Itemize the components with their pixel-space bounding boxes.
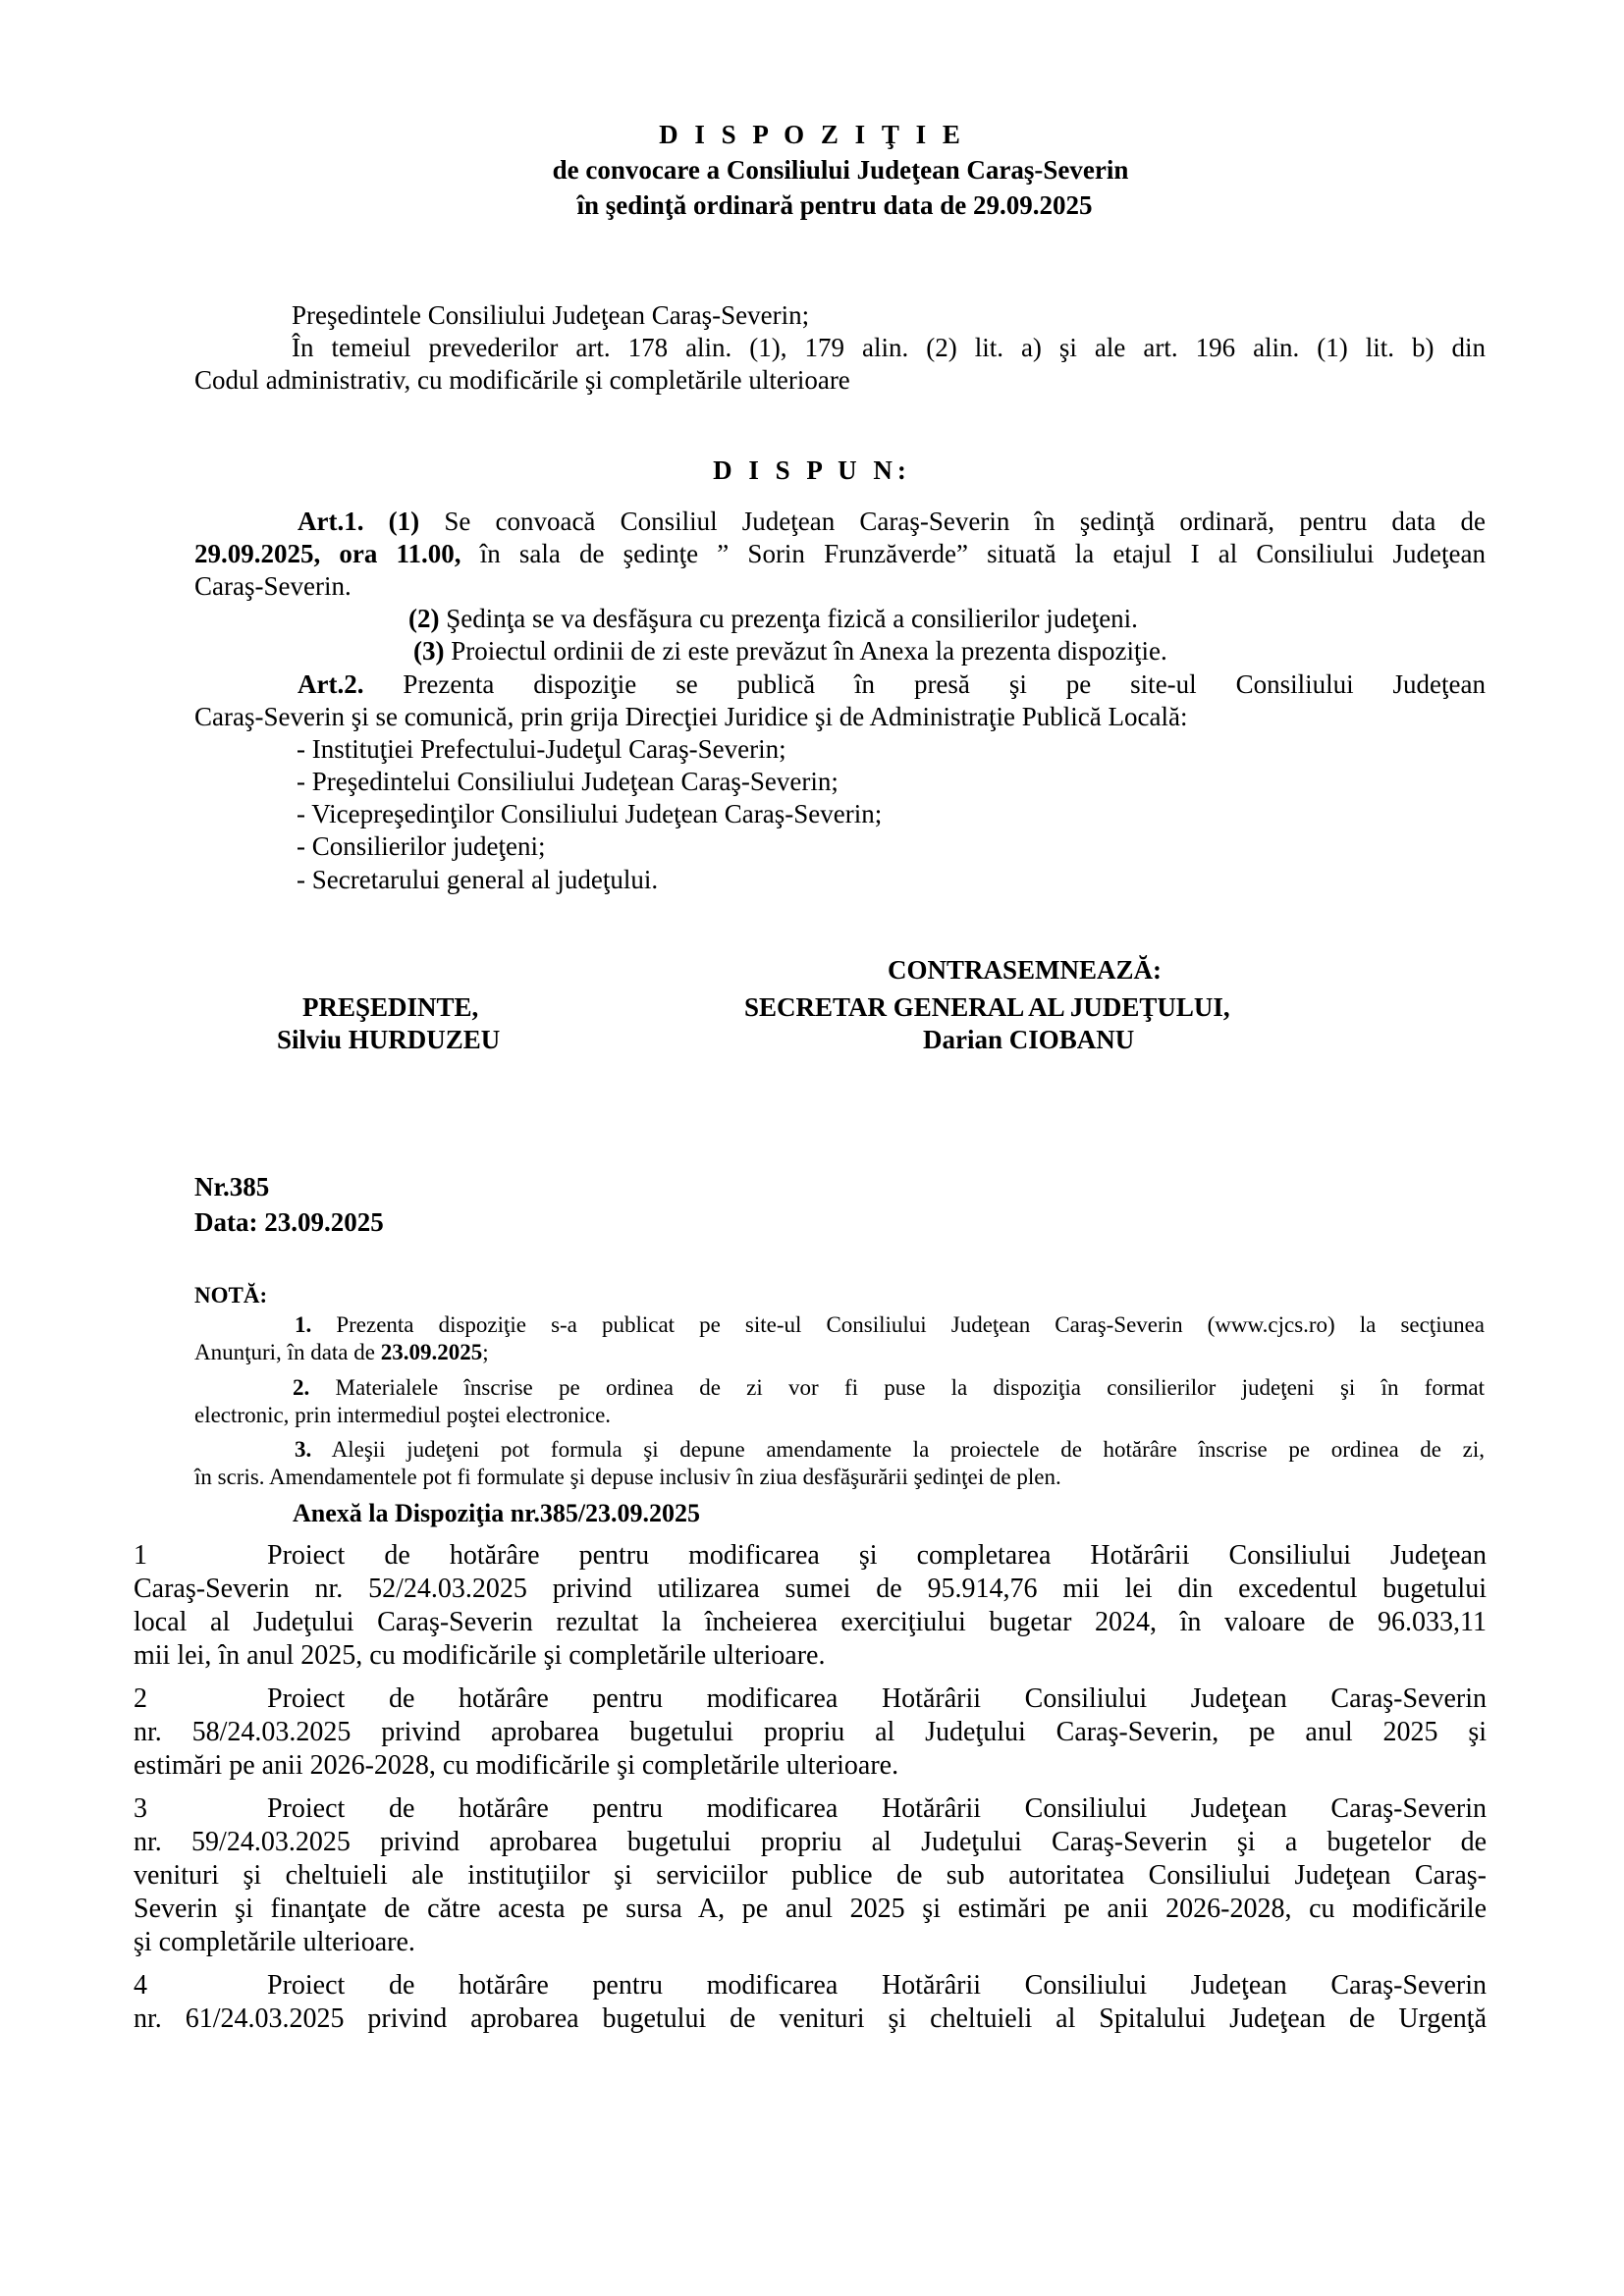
art1-par2-label: (2) bbox=[408, 604, 440, 633]
president-title: PREŞEDINTE, bbox=[302, 992, 479, 1022]
document-date: Data: 23.09.2025 bbox=[194, 1207, 384, 1237]
art1-par3-label: (3) bbox=[413, 636, 445, 666]
recipient-item: - Preşedintelui Consiliului Judeţean Caraş-Severin; bbox=[297, 767, 839, 796]
annex-item-line: nr. 61/24.03.2025 privind aprobarea bugetului de venituri şi cheltuieli al Spitalului Judeţean de Urgenţă bbox=[134, 2003, 1487, 2034]
annex-item-line: şi completările ulterioare. bbox=[134, 1927, 415, 1957]
note-1-text: Prezenta dispoziţie s-a publicat pe site-ul Consiliului Judeţean Caraş-Severin (www.cjcs.ro) la secţiunea bbox=[336, 1312, 1485, 1337]
note-2-text: Materialele înscrise pe ordinea de zi vor fi puse la dispoziţia consilierilor judeţeni şi în format bbox=[335, 1375, 1485, 1400]
art1-location-text: în sala de şedinţe ” Sorin Frunzăverde” situată la etajul I al Consiliului Judeţean bbox=[479, 539, 1486, 568]
note-title: NOTĂ: bbox=[194, 1283, 268, 1308]
annex-item-line: mii lei, în anul 2025, cu modificările şi completările ulterioare. bbox=[134, 1640, 826, 1671]
art1-par2-text: Şedinţa se va desfăşura cu prezenţa fizică a consilierilor judeţeni. bbox=[446, 604, 1138, 633]
art1-date: 29.09.2025, ora 11.00, bbox=[194, 539, 461, 568]
art2-label: Art.2. bbox=[298, 669, 364, 699]
art1-paragraph-2 bbox=[408, 603, 1138, 635]
countersign-header: CONTRASEMNEAZĂ: bbox=[888, 955, 1163, 985]
annex-item-line: nr. 58/24.03.2025 privind aprobarea bugetului propriu al Judeţului Caraş-Severin, pe anul 2025 şi bbox=[134, 1717, 1487, 1747]
art1-paragraph-1-line-2 bbox=[194, 538, 1486, 570]
note-2-line-2: electronic, prin intermediul poştei electronice. bbox=[194, 1403, 612, 1427]
note-3-line-1 bbox=[295, 1436, 1485, 1464]
recipient-item: - Secretarului general al judeţului. bbox=[297, 865, 659, 894]
note-1-text-b: Anunţuri, în data de bbox=[194, 1340, 381, 1364]
art1-label: Art.1. bbox=[298, 507, 364, 536]
art1-par1-text: Se convoacă Consiliul Judeţean Caraş-Severin în şedinţă ordinară, pentru data de bbox=[444, 507, 1486, 536]
recipient-item: - Consilierilor judeţeni; bbox=[297, 831, 546, 861]
art1-paragraph-1-line-1 bbox=[298, 506, 1486, 538]
note-1-text-c: ; bbox=[482, 1340, 489, 1364]
annex-item-line: local al Judeţului Caraş-Severin rezultat la încheierea exerciţiului bugetar 2024, în valoare de 96.033,11 bbox=[134, 1607, 1487, 1637]
note-3-line-2: în scris. Amendamentele pot fi formulate şi depuse inclusiv în ziua desfăşurării şedinţei de plen. bbox=[194, 1465, 1061, 1489]
document-subtitle-2: în şedinţă ordinară pentru data de 29.09.2025 bbox=[576, 190, 1093, 220]
annex-item-number: 3 bbox=[134, 1793, 147, 1824]
annex-item-line: Proiect de hotărâre pentru modificarea Hotărârii Consiliului Judeţean Caraş-Severin bbox=[267, 1793, 1487, 1824]
art2-text: Prezenta dispoziţie se publică în presă şi pe site-ul Consiliului Judeţean bbox=[403, 669, 1486, 699]
annex-item-number: 1 bbox=[134, 1540, 147, 1571]
recipient-item: - Vicepreşedinţilor Consiliului Judeţean Caraş-Severin; bbox=[297, 799, 883, 828]
note-1-date: 23.09.2025 bbox=[380, 1340, 483, 1364]
annex-title: Anexă la Dispoziţia nr.385/23.09.2025 bbox=[293, 1499, 701, 1527]
note-3-number: 3. bbox=[295, 1437, 312, 1462]
document-subtitle-1: de convocare a Consiliului Judeţean Caraş-Severin bbox=[552, 155, 1129, 185]
note-2-number: 2. bbox=[293, 1375, 310, 1400]
secretary-title: SECRETAR GENERAL AL JUDEŢULUI, bbox=[744, 992, 1230, 1022]
dispun-heading: D I S P U N: bbox=[713, 455, 911, 485]
art2-line-2: Caraş-Severin şi se comunică, prin grija Direcţiei Juridice şi de Administraţie Publică Locală: bbox=[194, 702, 1188, 731]
note-1-line-1 bbox=[295, 1311, 1485, 1339]
president-name: Silviu HURDUZEU bbox=[277, 1025, 501, 1054]
annex-item-line: nr. 59/24.03.2025 privind aprobarea bugetului propriu al Judeţului Caraş-Severin şi a bugetelor de bbox=[134, 1827, 1487, 1857]
annex-item-number: 2 bbox=[134, 1683, 147, 1714]
preamble-line-2a: În temeiul prevederilor art. 178 alin. (1), 179 alin. (2) lit. a) şi ale art. 196 alin. (1) lit. b) din bbox=[292, 333, 1486, 362]
annex-item-number: 4 bbox=[134, 1970, 147, 2001]
annex-item-line: Caraş-Severin nr. 52/24.03.2025 privind utilizarea sumei de 95.914,76 mii lei din excedentul bugetului bbox=[134, 1574, 1487, 1604]
recipient-item: - Instituţiei Prefectului-Judeţul Caraş-Severin; bbox=[297, 734, 786, 764]
note-3-text: Aleşii judeţeni pot formula şi depune amendamente la proiectele de hotărâre înscrise pe ordinea de zi, bbox=[331, 1437, 1485, 1462]
art1-paragraph-1-line-3: Caraş-Severin. bbox=[194, 571, 352, 601]
art1-par3-text: Proiectul ordinii de zi este prevăzut în Anexa la prezenta dispoziţie. bbox=[451, 636, 1167, 666]
preamble-line-2b: Codul administrativ, cu modificările şi completările ulterioare bbox=[194, 365, 850, 395]
annex-item-line: Proiect de hotărâre pentru modificarea Hotărârii Consiliului Judeţean Caraş-Severin bbox=[267, 1683, 1487, 1714]
annex-item-line: estimări pe anii 2026-2028, cu modificările şi completările ulterioare. bbox=[134, 1750, 899, 1781]
document-number: Nr.385 bbox=[194, 1172, 270, 1201]
annex-item-line: Proiect de hotărâre pentru modificarea şi completarea Hotărârii Consiliului Judeţean bbox=[267, 1540, 1487, 1571]
annex-item-line: venituri şi cheltuieli ale instituţiilor şi serviciilor publice de sub autoritatea Consiliului Judeţean Caraş- bbox=[134, 1860, 1487, 1891]
annex-item-line: Severin şi finanţate de către acesta pe sursa A, pe anul 2025 şi estimări pe anii 2026-2028, cu modificările bbox=[134, 1894, 1487, 1924]
preamble-line-1: Preşedintele Consiliului Judeţean Caraş-Severin; bbox=[292, 300, 810, 330]
note-1-number: 1. bbox=[295, 1312, 312, 1337]
secretary-name: Darian CIOBANU bbox=[923, 1025, 1135, 1054]
art1-par1-label: (1) bbox=[388, 507, 420, 536]
note-1-line-2 bbox=[194, 1339, 489, 1366]
art1-paragraph-3 bbox=[413, 635, 1167, 667]
art2-line-1 bbox=[298, 668, 1486, 701]
document-title: D I S P O Z I Ţ I E bbox=[659, 120, 965, 149]
annex-item-line: Proiect de hotărâre pentru modificarea Hotărârii Consiliului Judeţean Caraş-Severin bbox=[267, 1970, 1487, 2001]
note-2-line-1 bbox=[293, 1374, 1485, 1402]
